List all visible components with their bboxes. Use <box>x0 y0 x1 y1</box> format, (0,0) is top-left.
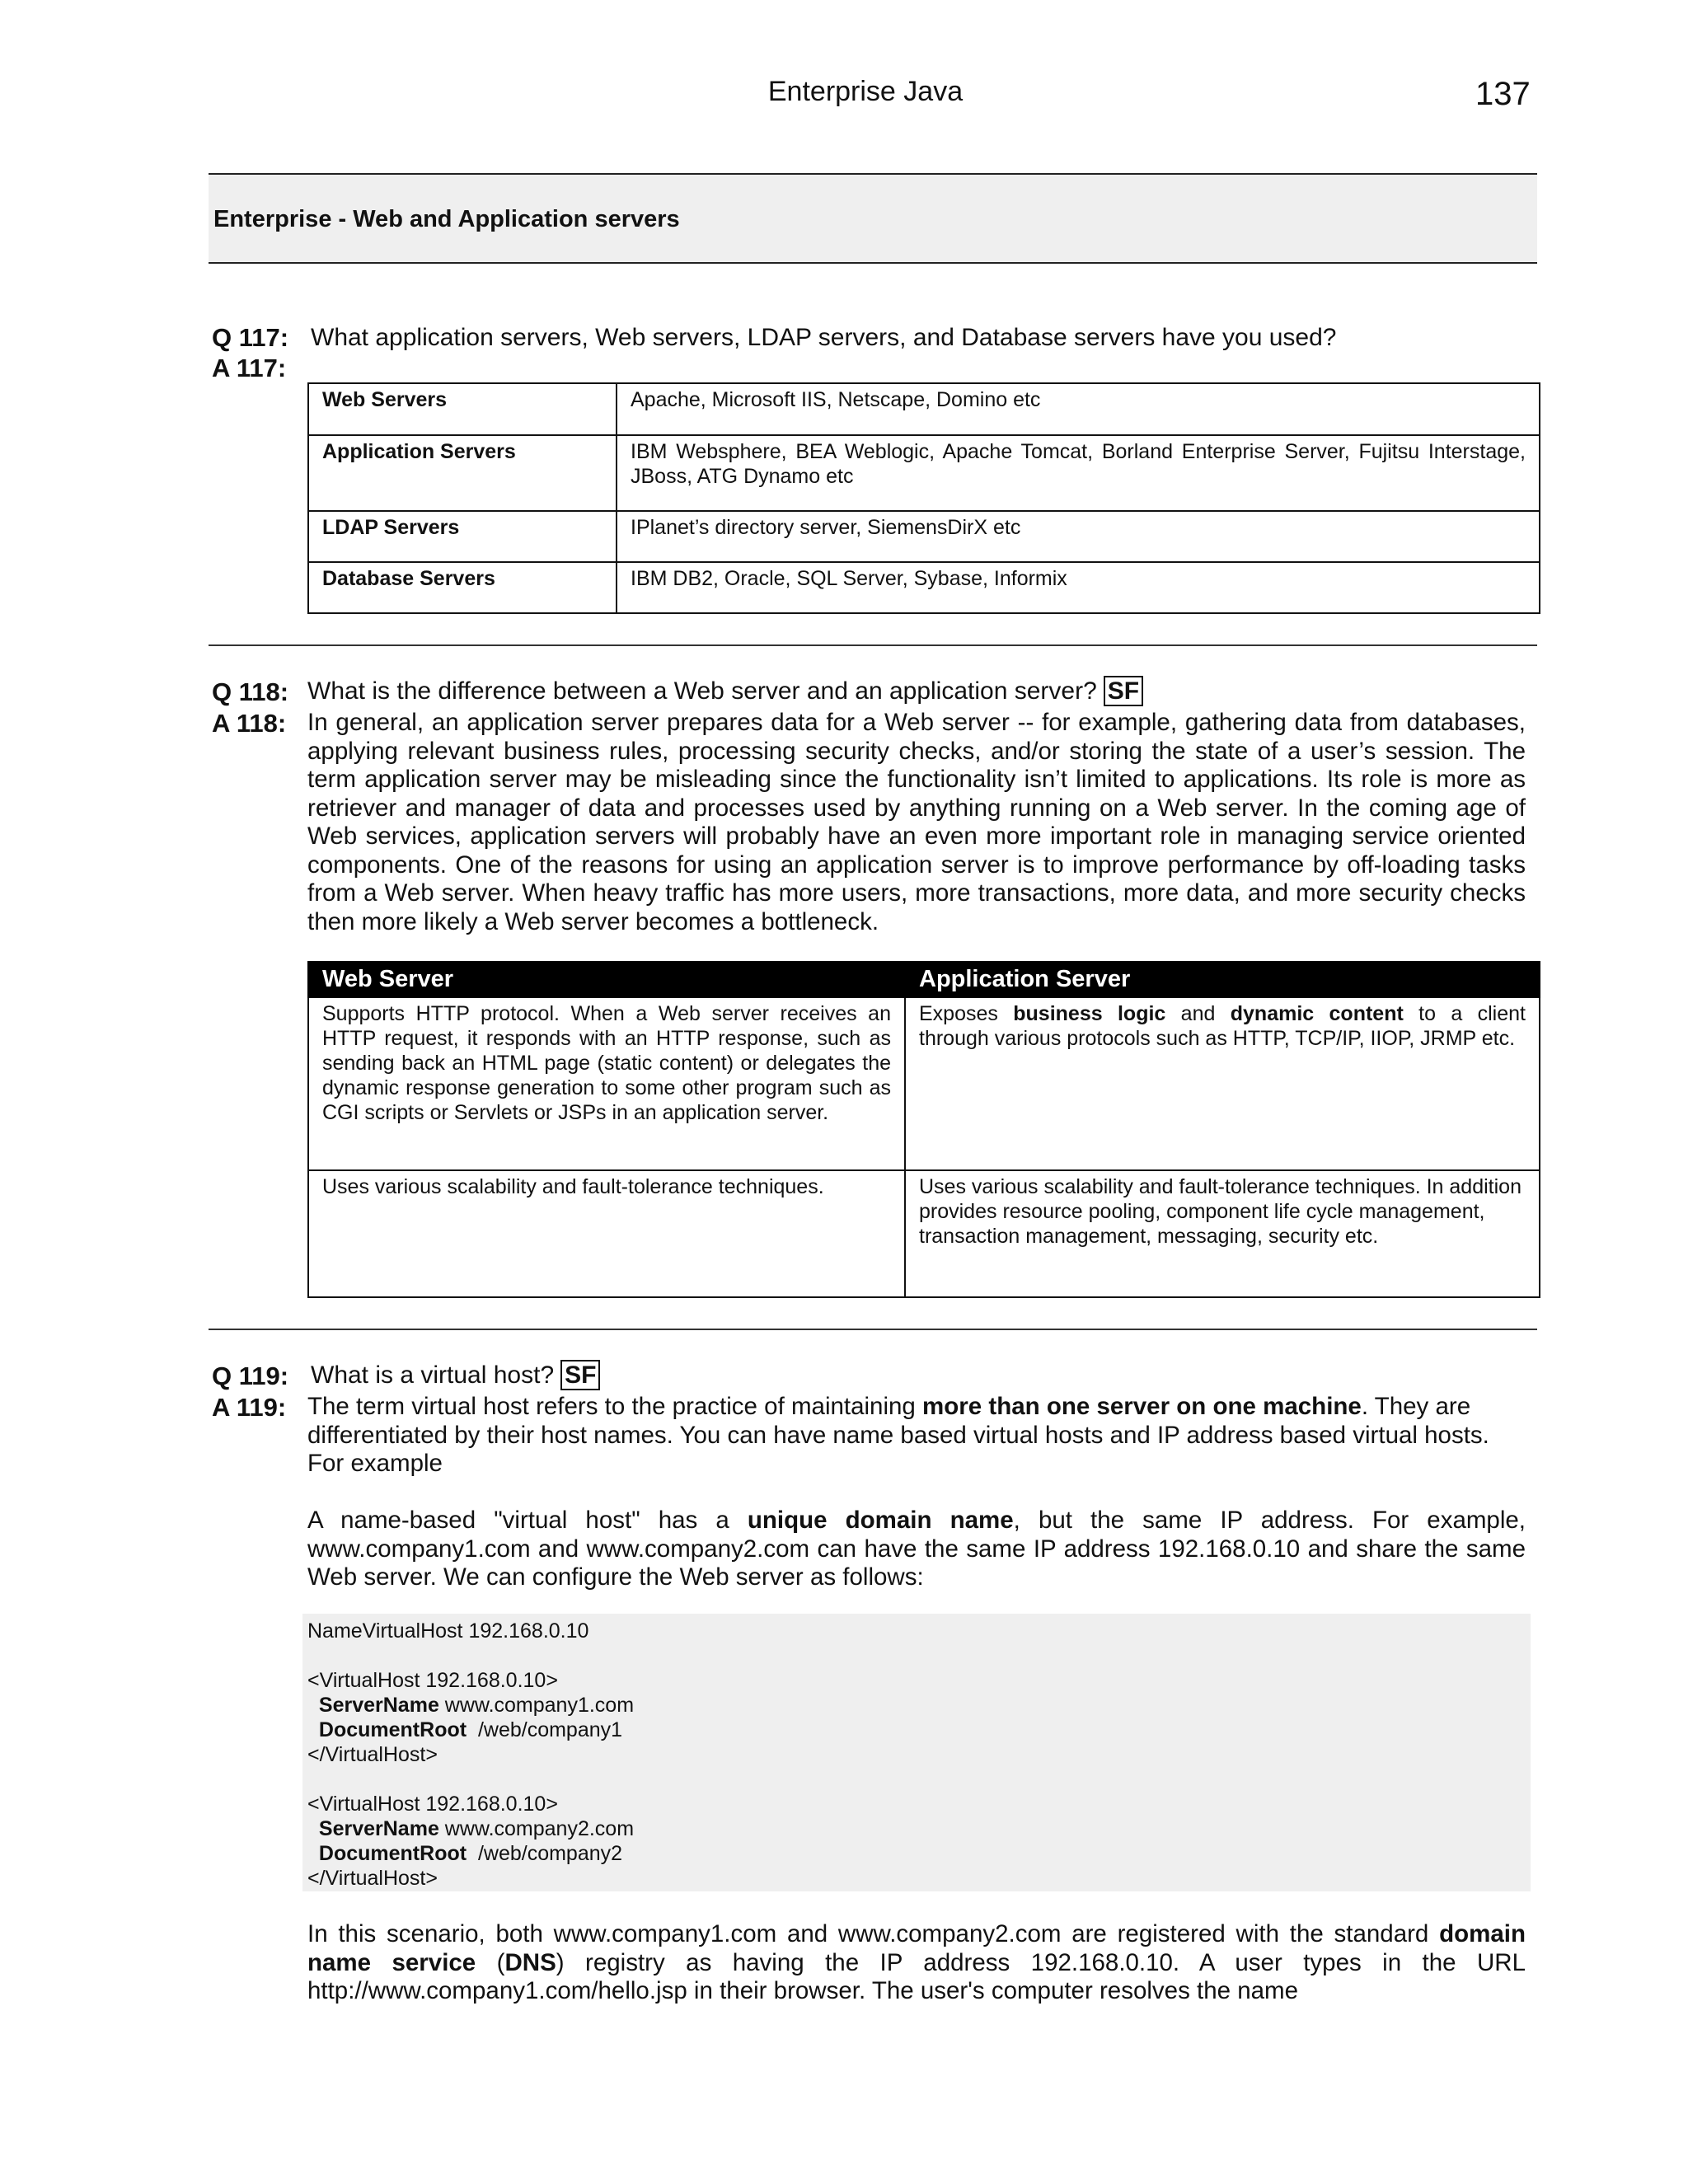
code-line: ServerName www.company2.com <box>318 1817 635 1840</box>
answer-label: A 118: <box>212 709 287 738</box>
question-label: Q 118: <box>212 677 289 706</box>
question-text-body: What is the difference between a Web server and an application server? <box>307 677 1097 705</box>
question-text-body: What is a virtual host? <box>311 1361 555 1389</box>
table-cell-key: Web Servers <box>308 383 617 435</box>
table-row <box>308 383 1540 435</box>
answer-paragraph: In this scenario, both www.company1.com and www.company2.com are registered with the standard domain name service (DNS) registry as having the IP address 192.168.0.10. A user types in the URL http://www.company1.com/hello.jsp in their browser. The user's computer resolves the name <box>307 1920 1526 2004</box>
page-number: 137 <box>1475 76 1531 112</box>
table-cell-key: LDAP Servers <box>308 511 617 562</box>
code-blank-line <box>302 1767 1531 1792</box>
code-line: ServerName www.company1.com <box>318 1694 635 1717</box>
table-cell-value: IBM DB2, Oracle, SQL Server, Sybase, Informix <box>617 562 1540 613</box>
table-row <box>308 997 1540 1170</box>
table-row <box>308 562 1540 613</box>
column-header-web-server: Web Server <box>308 962 905 997</box>
question-text <box>307 677 1143 705</box>
section-title: Enterprise - Web and Application servers <box>213 206 680 232</box>
table-cell-key: Application Servers <box>308 435 617 511</box>
code-line: NameVirtualHost 192.168.0.10 <box>307 1619 589 1643</box>
table-cell-key: Database Servers <box>308 562 617 613</box>
code-line: DocumentRoot /web/company1 <box>318 1718 623 1741</box>
table-row <box>308 435 1540 511</box>
table-row <box>308 511 1540 562</box>
table-cell: Supports HTTP protocol. When a Web server receives an HTTP request, it responds with an HTTP response, such as sending back an HTML page (static content) or delegates the dynamic response generation to some other program such as CGI scripts or Servlets or JSPs in an application server. <box>308 997 905 1170</box>
code-block <box>302 1614 1531 1891</box>
servers-table <box>307 382 1540 614</box>
code-line: <VirtualHost 192.168.0.10> <box>307 1669 558 1692</box>
code-blank-line <box>302 1643 1531 1668</box>
answer-paragraph: The term virtual host refers to the practice of maintaining more than one server on one machine. They are differentiated by their host names. You can have name based virtual hosts and IP address based virtual hosts. For example <box>307 1393 1489 1477</box>
code-line: </VirtualHost> <box>307 1867 438 1890</box>
table-cell-value: Apache, Microsoft IIS, Netscape, Domino etc <box>617 383 1540 435</box>
question-label: Q 119: <box>212 1361 289 1390</box>
table-cell-value: IPlanet’s directory server, SiemensDirX etc <box>617 511 1540 562</box>
running-title: Enterprise Java <box>767 76 964 107</box>
answer-label: A 119: <box>212 1393 287 1422</box>
answer-paragraph: A name-based "virtual host" has a unique domain name, but the same IP address. For example, www.company1.com and www.company2.com can have the same IP address 192.168.0.10 and share the same Web server. We can configure the Web server as follows: <box>307 1507 1526 1591</box>
table-row <box>308 1170 1540 1297</box>
table-cell: Exposes business logic and dynamic content to a client through various protocols such as HTTP, TCP/IP, IIOP, JRMP etc. <box>905 997 1540 1170</box>
sf-tag: SF <box>560 1360 600 1390</box>
code-line: </VirtualHost> <box>307 1743 438 1766</box>
divider <box>209 1329 1537 1330</box>
sf-tag: SF <box>1104 676 1143 706</box>
answer-paragraph: In general, an application server prepares data for a Web server -- for example, gathering data from databases, applying relevant business rules, processing security checks, and/or storing the state of a user’s session. The term application server may be misleading since the functionality isn’t limited to applications. Its role is more as retriever and manager of data and processes used by anything running on a Web server. In the coming age of Web services, application servers will probably have an even more important role in managing service oriented components. One of the reasons for using an application server is to improve performance by off-loading tasks from a Web server. When heavy traffic has more users, more transactions, more data, and more security checks then more likely a Web server becomes a bottleneck. <box>307 709 1526 935</box>
table-cell: Uses various scalability and fault-tolerance techniques. <box>308 1170 905 1297</box>
code-line: DocumentRoot /web/company2 <box>318 1842 623 1865</box>
section-banner <box>209 173 1537 264</box>
table-cell: Uses various scalability and fault-tolerance techniques. In addition provides resource pooling, component life cycle management, transaction management, messaging, security etc. <box>905 1170 1540 1297</box>
question-label: Q 117: <box>212 323 289 352</box>
column-header-application-server: Application Server <box>905 962 1540 997</box>
answer-label: A 117: <box>212 354 287 382</box>
comparison-table <box>307 961 1540 1298</box>
question-text <box>311 1361 600 1390</box>
code-line: <VirtualHost 192.168.0.10> <box>307 1793 558 1816</box>
table-header-row <box>308 962 1540 997</box>
divider <box>209 644 1537 646</box>
question-text: What application servers, Web servers, LDAP servers, and Database servers have you used? <box>311 324 1337 351</box>
table-cell-value: IBM Websphere, BEA Weblogic, Apache Tomcat, Borland Enterprise Server, Fujitsu Interstage, JBoss, ATG Dynamo etc <box>617 435 1540 511</box>
